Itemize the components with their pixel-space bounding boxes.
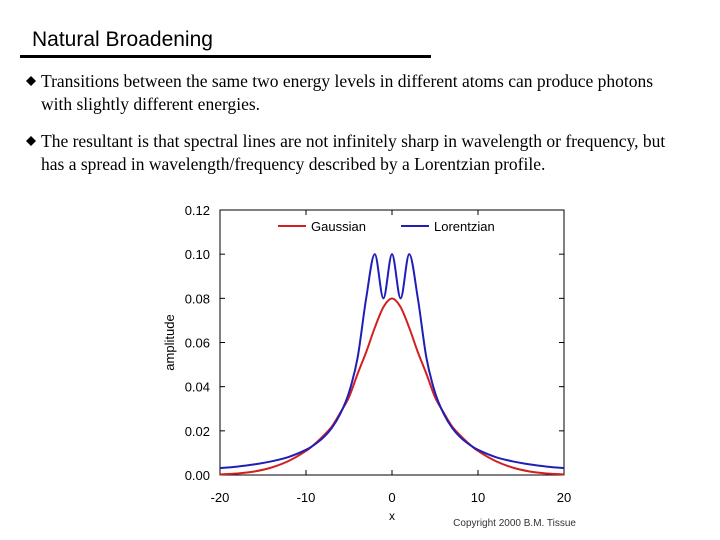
chart-panel bbox=[148, 190, 580, 532]
y-tick-label: 0.10 bbox=[184, 247, 210, 263]
bullet-text: Transitions between the same two energy levels in different atoms can produce photons with slightly different energies. bbox=[41, 71, 654, 114]
diamond-icon bbox=[26, 76, 36, 86]
x-axis-label: x bbox=[389, 509, 395, 523]
legend-label: Lorentzian bbox=[434, 219, 495, 234]
y-tick-label: 0.00 bbox=[184, 468, 210, 483]
y-tick-label: 0.08 bbox=[184, 291, 210, 307]
y-tick-label: 0.12 bbox=[184, 203, 210, 218]
x-tick-label: -10 bbox=[296, 490, 316, 505]
bullet-item bbox=[26, 130, 686, 175]
y-axis-label: amplitude bbox=[162, 314, 177, 371]
y-tick-label: 0.02 bbox=[184, 423, 210, 439]
copyright-credit: Copyright 2000 B.M. Tissue bbox=[453, 518, 576, 529]
bullet-text: The resultant is that spectral lines are not infinitely sharp in wavelength or frequency, but has a spread in wavelength/frequency described by a Lorentzian profile. bbox=[41, 131, 666, 174]
x-tick-label: 0 bbox=[388, 490, 396, 505]
line-chart bbox=[148, 190, 580, 532]
x-tick-label: 10 bbox=[470, 490, 486, 505]
bullet-item bbox=[26, 70, 686, 115]
diamond-icon bbox=[26, 136, 36, 146]
y-tick-label: 0.04 bbox=[184, 379, 210, 395]
series-line-lorentzian bbox=[220, 254, 564, 468]
y-tick-label: 0.06 bbox=[184, 335, 210, 351]
title-underline bbox=[20, 55, 431, 58]
plot-frame bbox=[220, 210, 564, 475]
x-tick-label: -20 bbox=[210, 490, 230, 505]
series-line-gaussian bbox=[220, 299, 564, 475]
x-tick-label: 20 bbox=[556, 490, 572, 505]
slide-title: Natural Broadening bbox=[32, 28, 213, 51]
legend-label: Gaussian bbox=[311, 219, 366, 234]
